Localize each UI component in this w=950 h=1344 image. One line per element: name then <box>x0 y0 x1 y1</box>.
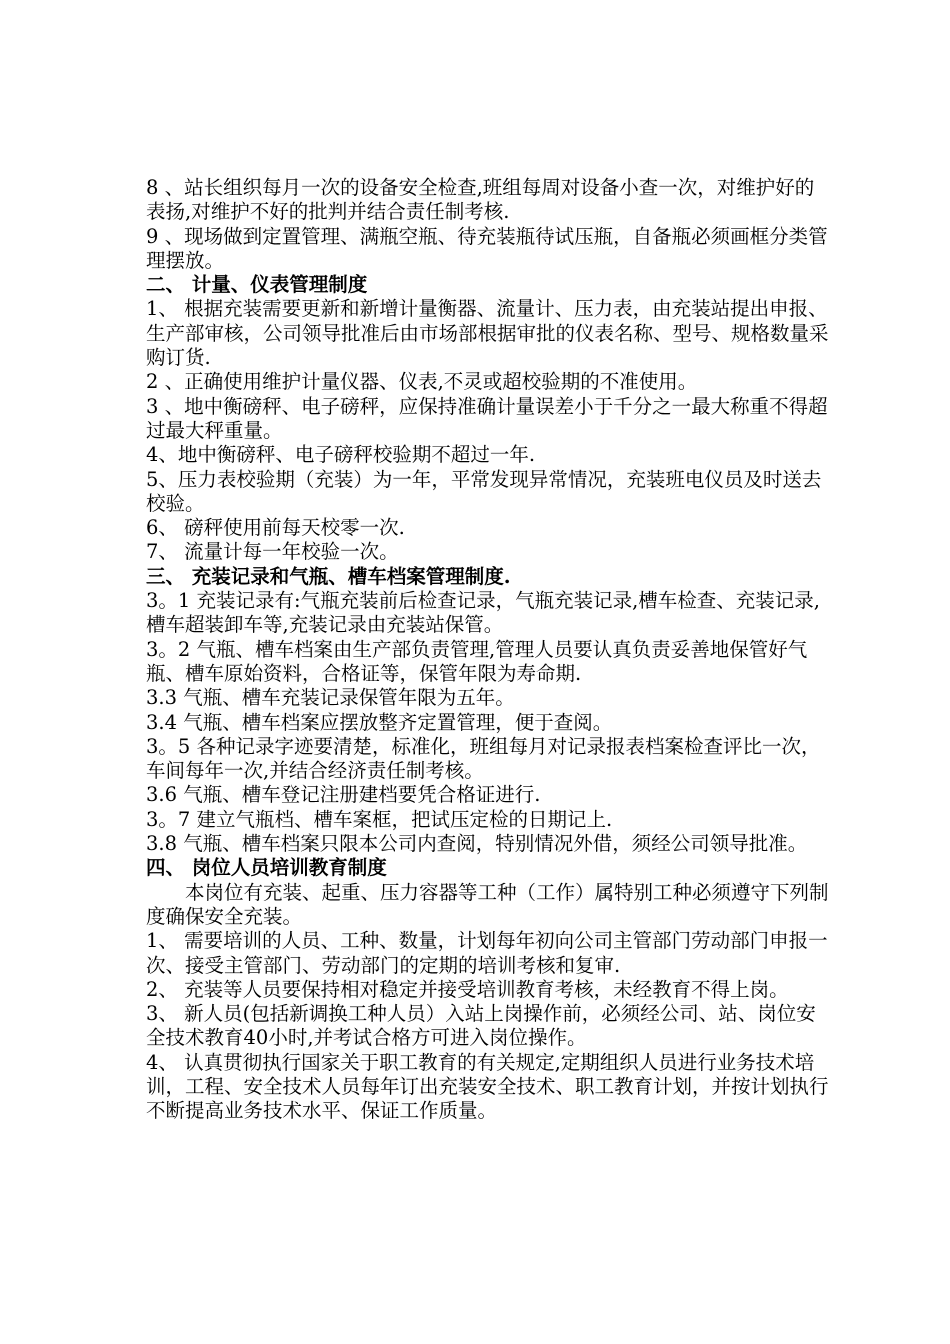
section-heading-2: 二、 计量、仪表管理制度 <box>146 273 368 297</box>
paragraph-3-2: 3。2 气瓶、槽车档案由生产部负责管理,管理人员要认真负责妥善地保管好气瓶、槽车原始资料，合格证等，保管年限为寿命期. <box>146 637 808 685</box>
paragraph-2-4: 4、地中衡磅秤、电子磅秤校验期不超过一年. <box>146 443 536 467</box>
paragraph-8: 8 、站长组织每月一次的设备安全检查,班组每周对设备小查一次，对维护好的表扬,对维护不好的批判并结合责任制考核. <box>146 176 815 224</box>
paragraph-3-6: 3.6 气瓶、槽车登记注册建档要凭合格证进行. <box>146 783 541 807</box>
paragraph-2-6: 6、 磅秤使用前每天校零一次. <box>146 516 405 540</box>
paragraph-2-1: 1、 根据充装需要更新和新增计量衡器、流量计、压力表，由充装站提出申报、生产部审核，公司领导批准后由市场部根据审批的仪表名称、型号、规格数量采购订货. <box>146 297 829 370</box>
section-heading-4: 四、 岗位人员培训教育制度 <box>146 856 387 880</box>
paragraph-9: 9 、现场做到定置管理、满瓶空瓶、待充装瓶待试压瓶，自备瓶必须画框分类管理摆放。 <box>146 224 828 272</box>
section-heading-3: 三、 充装记录和气瓶、槽车档案管理制度. <box>146 564 511 588</box>
paragraph-2-3: 3 、地中衡磅秤、电子磅秤，应保持准确计量误差小于千分之一最大称重不得超过最大秤重量。 <box>146 394 828 442</box>
document-body <box>146 176 830 1124</box>
paragraph-3-3: 3.3 气瓶、槽车充装记录保管年限为五年。 <box>146 686 515 710</box>
paragraph-3-1: 3。1 充装记录有:气瓶充装前后检查记录，气瓶充装记录,槽车检查、充装记录,槽车超装卸车等,充装记录由充装站保管。 <box>146 589 820 637</box>
paragraph-4-intro: 本岗位有充装、起重、压力容器等工种（工作）属特别工种必须遵守下列制度确保安全充装。 <box>146 880 829 928</box>
paragraph-2-5: 5、压力表校验期（充装）为一年，平常发现异常情况，充装班电仪员及时送去校验。 <box>146 467 822 515</box>
paragraph-2-7: 7、 流量计每一年校验一次。 <box>146 540 399 564</box>
paragraph-2-2: 2 、正确使用维护计量仪器、仪表,不灵或超校验期的不准使用。 <box>146 370 698 394</box>
paragraph-4-1: 1、 需要培训的人员、工种、数量，计划每年初向公司主管部门劳动部门申报一次、接受主管部门、劳动部门的定期的培训考核和复审. <box>146 929 828 977</box>
paragraph-4-2: 2、 充装等人员要保持相对稳定并接受培训教育考核，未经教育不得上岗。 <box>146 977 789 1001</box>
paragraph-4-3: 3、 新人员(包括新调换工种人员）入站上岗操作前，必须经公司、站、岗位安全技术教育40小时,并考试合格方可进入岗位操作。 <box>146 1002 816 1050</box>
paragraph-4-4: 4、 认真贯彻执行国家关于职工教育的有关规定,定期组织人员进行业务技术培训，工程、安全技术人员每年订出充装安全技术、职工教育计划，并按计划执行不断提高业务技术水平、保证工作质量。 <box>146 1050 829 1123</box>
paragraph-3-5: 3。5 各种记录字迹要清楚，标准化，班组每月对记录报表档案检查评比一次，车间每年一次,并结合经济责任制考核。 <box>146 734 821 783</box>
paragraph-3-7: 3。7 建立气瓶档、槽车案框，把试压定检的日期记上. <box>146 807 613 831</box>
paragraph-3-4: 3.4 气瓶、槽车档案应摆放整齐定置管理，便于查阅。 <box>146 710 613 734</box>
paragraph-3-8: 3.8 气瓶、槽车档案只限本公司内查阅，特别情况外借，须经公司领导批准。 <box>146 832 808 856</box>
